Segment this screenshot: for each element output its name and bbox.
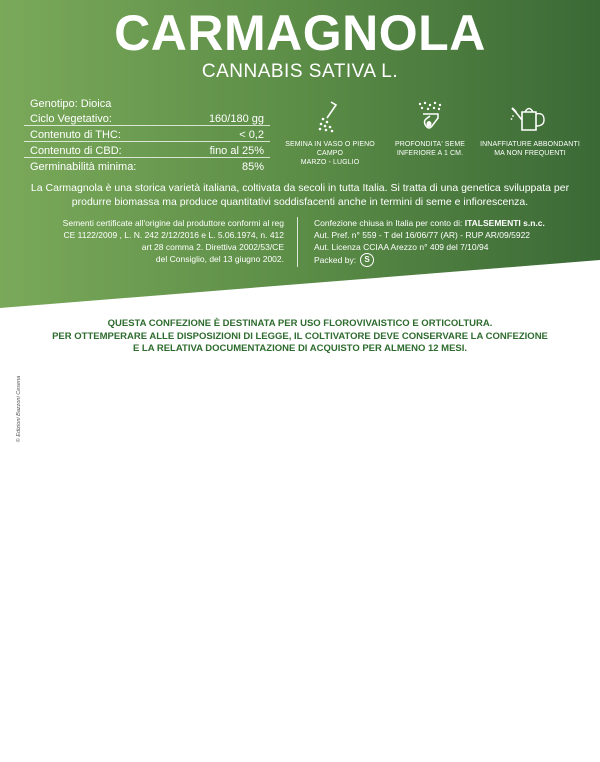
spec-label: Ciclo Vegetativo: [30, 113, 112, 125]
certification-text [28, 217, 284, 265]
description-line: La Carmagnola è una storica varietà italiana, coltivata da secoli in tutta Italia. Si tratta di una genetica sviluppata per [30, 182, 570, 194]
notice-line: PER OTTEMPERARE ALLE DISPOSIZIONI DI LEGGE, IL COLTIVATORE DEVE CONSERVARE LA CONFEZIONE [52, 330, 548, 342]
description-line: produrre biomassa ma produce quantitativi soddisfacenti anche in termini di seme e infiorescenza. [71, 196, 529, 208]
sowing-info [280, 100, 380, 167]
company-name: ITALSEMENTI s.n.c. [464, 218, 545, 228]
product-title: CARMAGNOLA [114, 5, 486, 61]
spec-label: Contenuto di CBD: [30, 145, 122, 157]
seed-depth-icon [414, 100, 446, 134]
product-description [26, 181, 574, 209]
notice-line: E LA RELATIVA DOCUMENTAZIONE DI ACQUISTO PER ALMENO 12 MESI. [132, 343, 468, 354]
watering-can-icon [510, 100, 550, 134]
packed-by-label: Packed by: [314, 255, 357, 265]
spec-row-genotype [24, 95, 270, 110]
cert-line: Sementi certificate all'origine dal produttore conformi al reg [62, 218, 284, 228]
spec-value: 85% [241, 161, 264, 173]
credit-text: © Edizioni Bazzoni Cesena [16, 375, 22, 443]
packaging-line: Aut. Licenza CCIAA Arezzo n° 409 del 7/10/94 [314, 242, 489, 252]
vertical-divider [297, 217, 298, 267]
icon-caption: MARZO - LUGLIO [300, 159, 360, 166]
packaging-line [314, 217, 584, 229]
packaging-info [314, 217, 584, 267]
spec-value: fino al 25% [209, 145, 264, 157]
product-subtitle: CANNABIS SATIVA L. [201, 61, 399, 82]
spec-table [24, 95, 270, 173]
icon-caption: INNAFFIATURE ABBONDANTI [480, 141, 580, 148]
spec-row-germination [24, 158, 270, 173]
cert-line: del Consiglio, del 13 giugno 2002. [155, 254, 284, 264]
spec-value: < 0,2 [239, 129, 264, 141]
icon-caption: MA NON FREQUENTI [494, 150, 566, 157]
publisher-credit [14, 362, 22, 457]
sowing-icon [314, 100, 346, 134]
packaging-prefix: Confezione chiusa in Italia per conto di: [314, 218, 465, 228]
legal-notice [20, 318, 580, 356]
icon-caption: SEMINA IN VASO O PIENO CAMPO [285, 141, 375, 157]
seed-depth-info [380, 100, 480, 158]
cert-line: CE 1122/2009 , L. N. 242 2/12/2016 e L. 5.06.1974, n. 412 [63, 230, 284, 240]
cert-line: art 28 comma 2. Direttiva 2002/53/CE [141, 242, 284, 252]
spec-row-cbd [24, 142, 270, 158]
packed-by [314, 253, 584, 267]
packaging-line: Aut. Pref. n° 559 - T del 16/06/77 (AR) - RUP AR/09/5922 [314, 230, 531, 240]
spec-row-cycle [24, 110, 270, 126]
spec-label: Genotipo: Dioica [30, 98, 112, 110]
spec-label: Germinabilità minima: [30, 161, 137, 173]
icon-caption: PROFONDITA' SEME [394, 141, 466, 148]
company-logo-icon: S [360, 253, 374, 267]
watering-info [480, 100, 580, 158]
icon-caption: INFERIORE A 1 CM. [396, 150, 464, 157]
spec-label: Contenuto di THC: [30, 129, 121, 141]
cultivation-icons [280, 100, 580, 170]
spec-row-thc [24, 126, 270, 142]
notice-line: QUESTA CONFEZIONE È DESTINATA PER USO FLOROVIVAISTICO E ORTICOLTURA. [107, 318, 493, 329]
spec-value: 160/180 gg [208, 113, 264, 125]
